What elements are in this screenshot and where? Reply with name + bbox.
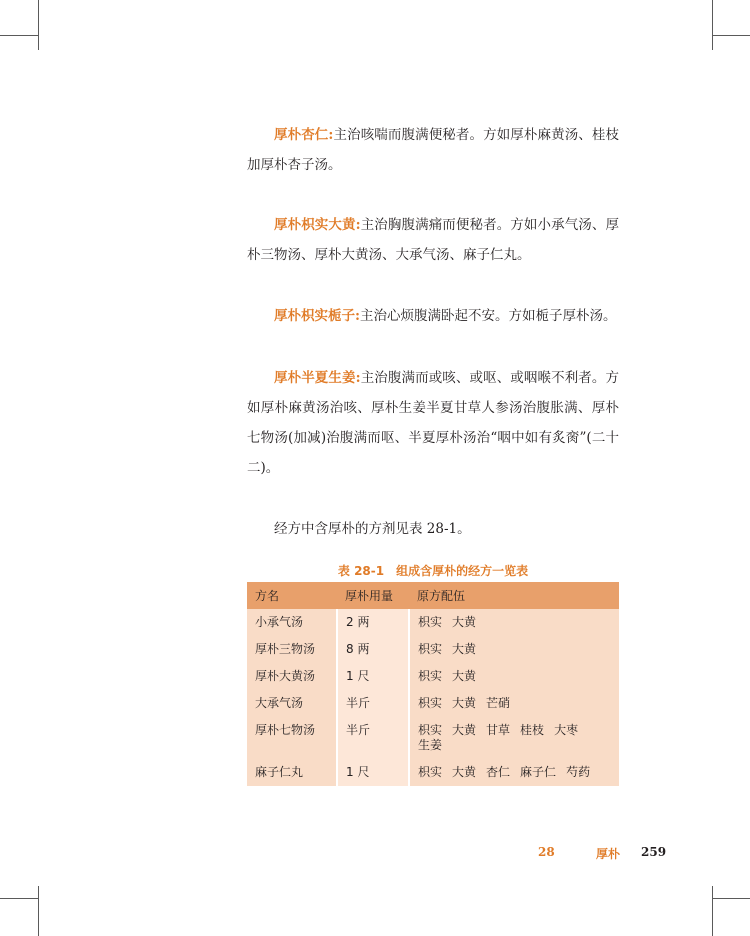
table-row — [247, 636, 619, 663]
footer-chapter-no: 28 — [538, 845, 555, 859]
crop-mark — [712, 35, 750, 36]
cell-name: 小承气汤 — [247, 609, 337, 636]
crop-mark — [712, 0, 713, 50]
herb-item: 芍药 — [566, 765, 591, 779]
herb-item: 大黄 — [452, 765, 477, 779]
cell-combo — [409, 759, 619, 786]
header-combo: 原方配伍 — [409, 582, 619, 609]
cell-name: 厚朴三物汤 — [247, 636, 337, 663]
cell-combo — [409, 609, 619, 636]
cell-dose: 1 尺 — [337, 759, 409, 786]
paragraph-text: 经方中含厚朴的方剂见表 28-1。 — [274, 521, 471, 537]
header-name: 方名 — [247, 582, 337, 609]
cell-name: 麻子仁丸 — [247, 759, 337, 786]
herb-item: 麻子仁 — [520, 765, 557, 779]
herb-item: 生姜 — [418, 738, 443, 752]
table-row — [247, 663, 619, 690]
crop-mark — [38, 886, 39, 936]
herb-item: 枳实 — [418, 615, 443, 629]
paragraph-lead: 厚朴半夏生姜: — [274, 370, 361, 386]
paragraph-2 — [247, 210, 619, 270]
herb-item: 枳实 — [418, 669, 443, 683]
cell-combo — [409, 690, 619, 717]
table-header-row — [247, 582, 619, 609]
herb-item: 枳实 — [418, 696, 443, 710]
cell-name: 厚朴大黄汤 — [247, 663, 337, 690]
paragraph-3 — [247, 301, 619, 331]
paragraph-5 — [247, 514, 619, 544]
cell-combo — [409, 663, 619, 690]
paragraph-text: 主治胸腹满痛而便秘者。方如小承气汤、厚朴三物汤、厚朴大黄汤、大承气汤、麻子仁丸。 — [247, 217, 620, 263]
herb-item: 大黄 — [452, 615, 477, 629]
table-row — [247, 609, 619, 636]
cell-combo — [409, 717, 619, 759]
crop-mark — [712, 886, 713, 936]
paragraph-lead: 厚朴枳实栀子: — [274, 308, 360, 324]
header-dose: 厚朴用量 — [337, 582, 409, 609]
paragraph-text: 主治心烦腹满卧起不安。方如栀子厚朴汤。 — [359, 308, 617, 324]
herb-item: 大黄 — [452, 696, 477, 710]
table-title: 表 28-1 组成含厚朴的经方一览表 — [337, 564, 529, 578]
table-row — [247, 690, 619, 717]
cell-dose: 半斤 — [337, 690, 409, 717]
herb-item: 桂枝 — [520, 723, 545, 737]
herb-item: 枳实 — [418, 765, 443, 779]
cell-name: 大承气汤 — [247, 690, 337, 717]
page-number: 259 — [641, 845, 667, 859]
herb-item: 大枣 — [554, 723, 579, 737]
cell-dose: 8 两 — [337, 636, 409, 663]
paragraph-1 — [247, 120, 619, 180]
table-row — [247, 717, 619, 759]
herb-item: 杏仁 — [486, 765, 511, 779]
herb-item: 枳实 — [418, 723, 443, 737]
herb-item: 芒硝 — [486, 696, 511, 710]
cell-dose: 1 尺 — [337, 663, 409, 690]
crop-mark — [712, 898, 750, 899]
paragraph-text: 主治腹满而或咳、或呕、或咽喉不利者。方如厚朴麻黄汤治咳、厚朴生姜半夏甘草人参汤治腹胀满、厚朴七物汤(加减)治腹满而呕、半夏厚朴汤治“咽中如有炙脔”(二十二)。 — [247, 370, 620, 476]
herb-item: 大黄 — [452, 723, 477, 737]
cell-dose: 半斤 — [337, 717, 409, 759]
paragraph-text: 主治咳喘而腹满便秘者。方如厚朴麻黄汤、桂枝加厚朴杏子汤。 — [247, 127, 620, 173]
crop-mark — [38, 0, 39, 50]
formula-table — [247, 582, 619, 786]
herb-item: 枳实 — [418, 642, 443, 656]
cell-combo — [409, 636, 619, 663]
crop-mark — [0, 898, 38, 899]
paragraph-4 — [247, 363, 619, 483]
paragraph-lead: 厚朴杏仁: — [274, 127, 334, 143]
cell-dose: 2 两 — [337, 609, 409, 636]
paragraph-lead: 厚朴枳实大黄: — [274, 217, 361, 233]
herb-item: 大黄 — [452, 642, 477, 656]
crop-mark — [0, 35, 38, 36]
cell-name: 厚朴七物汤 — [247, 717, 337, 759]
herb-item: 甘草 — [486, 723, 511, 737]
table-row — [247, 759, 619, 786]
footer-chapter-title: 厚朴 — [596, 847, 621, 861]
herb-item: 大黄 — [452, 669, 477, 683]
